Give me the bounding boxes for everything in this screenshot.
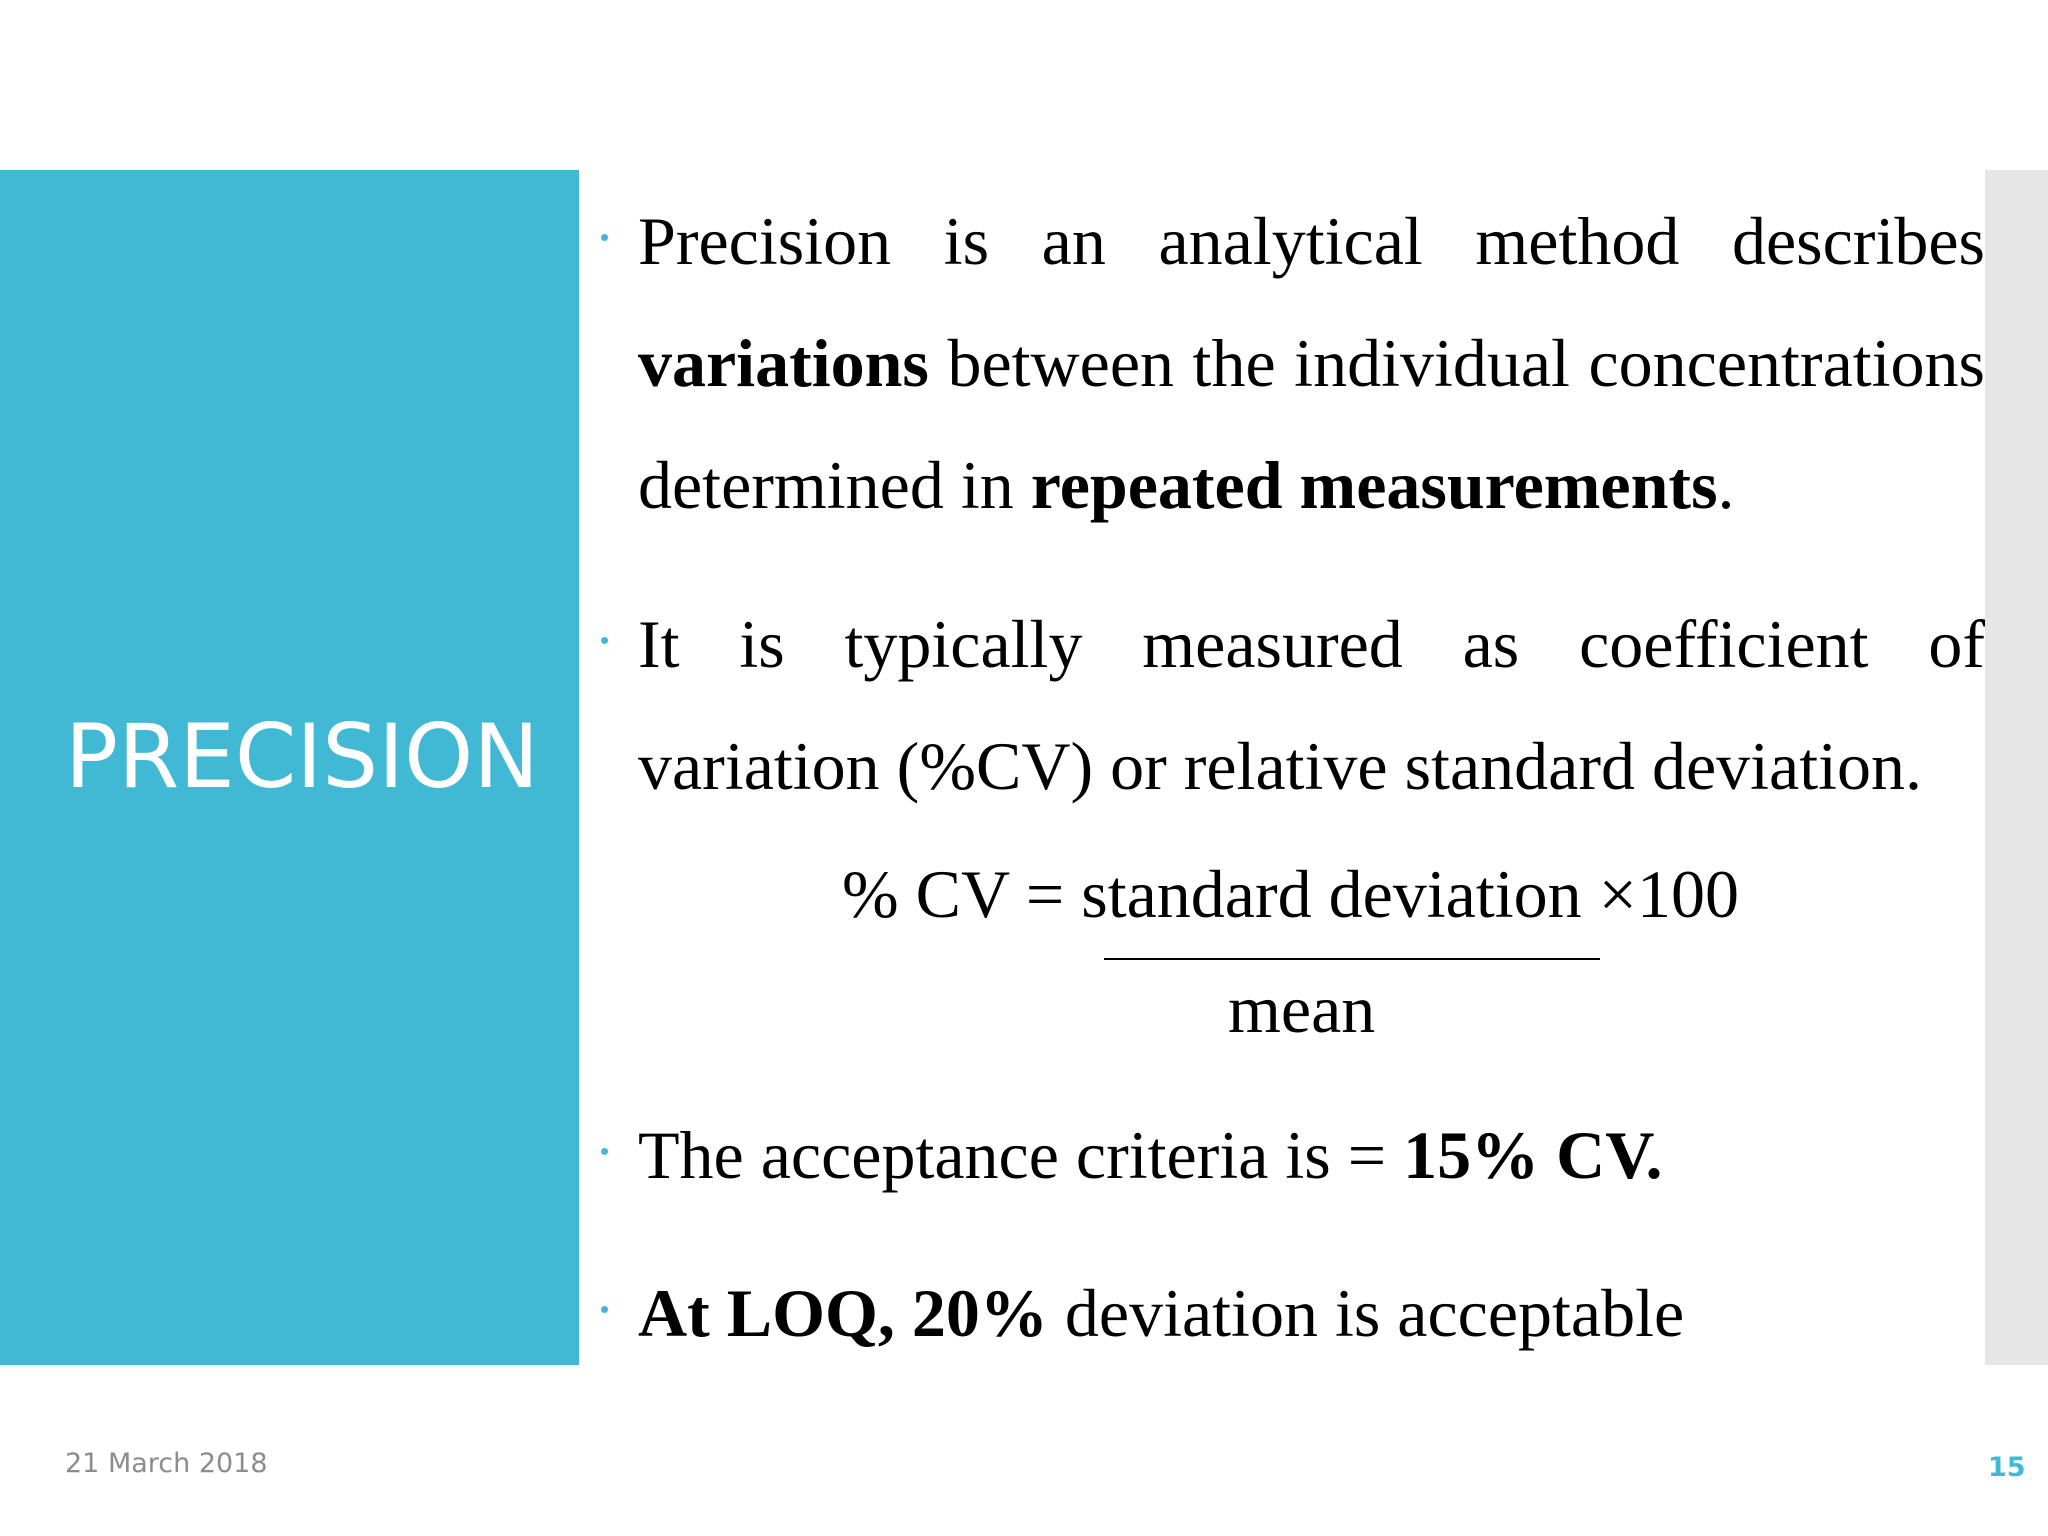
formula-lhs: % CV = <box>842 856 1082 932</box>
bullet-1-line-3-pre: determined in <box>638 447 1031 523</box>
title-panel <box>0 170 579 1365</box>
right-decorative-strip <box>1985 170 2048 1365</box>
formula-denominator: mean <box>1228 971 1376 1047</box>
bullet-4-line <box>638 1252 1985 1374</box>
bullet-1 <box>638 180 1985 546</box>
cv-formula <box>842 855 1739 934</box>
footer-date: 21 March 2018 <box>65 1448 268 1479</box>
bullet-2 <box>638 583 1985 827</box>
slide-title: PRECISION <box>65 705 540 808</box>
bullet-3-bold: 15% CV. <box>1403 1117 1663 1193</box>
formula-numerator: standard deviation <box>1081 856 1582 932</box>
bullet-marker: • <box>600 222 610 252</box>
bullet-1-line-3-post: . <box>1717 447 1735 523</box>
fraction-bar <box>1104 958 1600 960</box>
bullet-4-rest: deviation is acceptable <box>1047 1275 1685 1351</box>
page-number: 15 <box>1988 1452 2026 1483</box>
bullet-1-line-1: Precision is an analytical method describes <box>638 203 1985 279</box>
bullet-2-line-1: It is typically measured as coefficient of <box>638 606 1985 682</box>
bullet-marker: • <box>600 1294 610 1324</box>
bullet-1-line-2-rest: between the individual concentrations <box>928 325 1985 401</box>
formula-multiplier: ×100 <box>1581 856 1739 932</box>
bullet-1-line-3 <box>638 424 1985 546</box>
bullet-3-pre: The acceptance criteria is = <box>638 1117 1404 1193</box>
bullet-1-bold-variations: variations <box>638 325 929 401</box>
bullet-1-line-2 <box>638 302 1985 424</box>
bullet-4 <box>638 1252 1985 1374</box>
bullet-marker: • <box>600 1136 610 1166</box>
bullet-4-bold: At LOQ, 20% <box>638 1275 1048 1351</box>
bullet-2-line-2: variation (%CV) or relative standard deviation. <box>638 728 1922 804</box>
bullet-1-bold-repeated: repeated measurements <box>1030 447 1718 523</box>
bullet-3-line <box>638 1094 1985 1216</box>
bullet-marker: • <box>600 625 610 655</box>
bullet-3 <box>638 1094 1985 1216</box>
